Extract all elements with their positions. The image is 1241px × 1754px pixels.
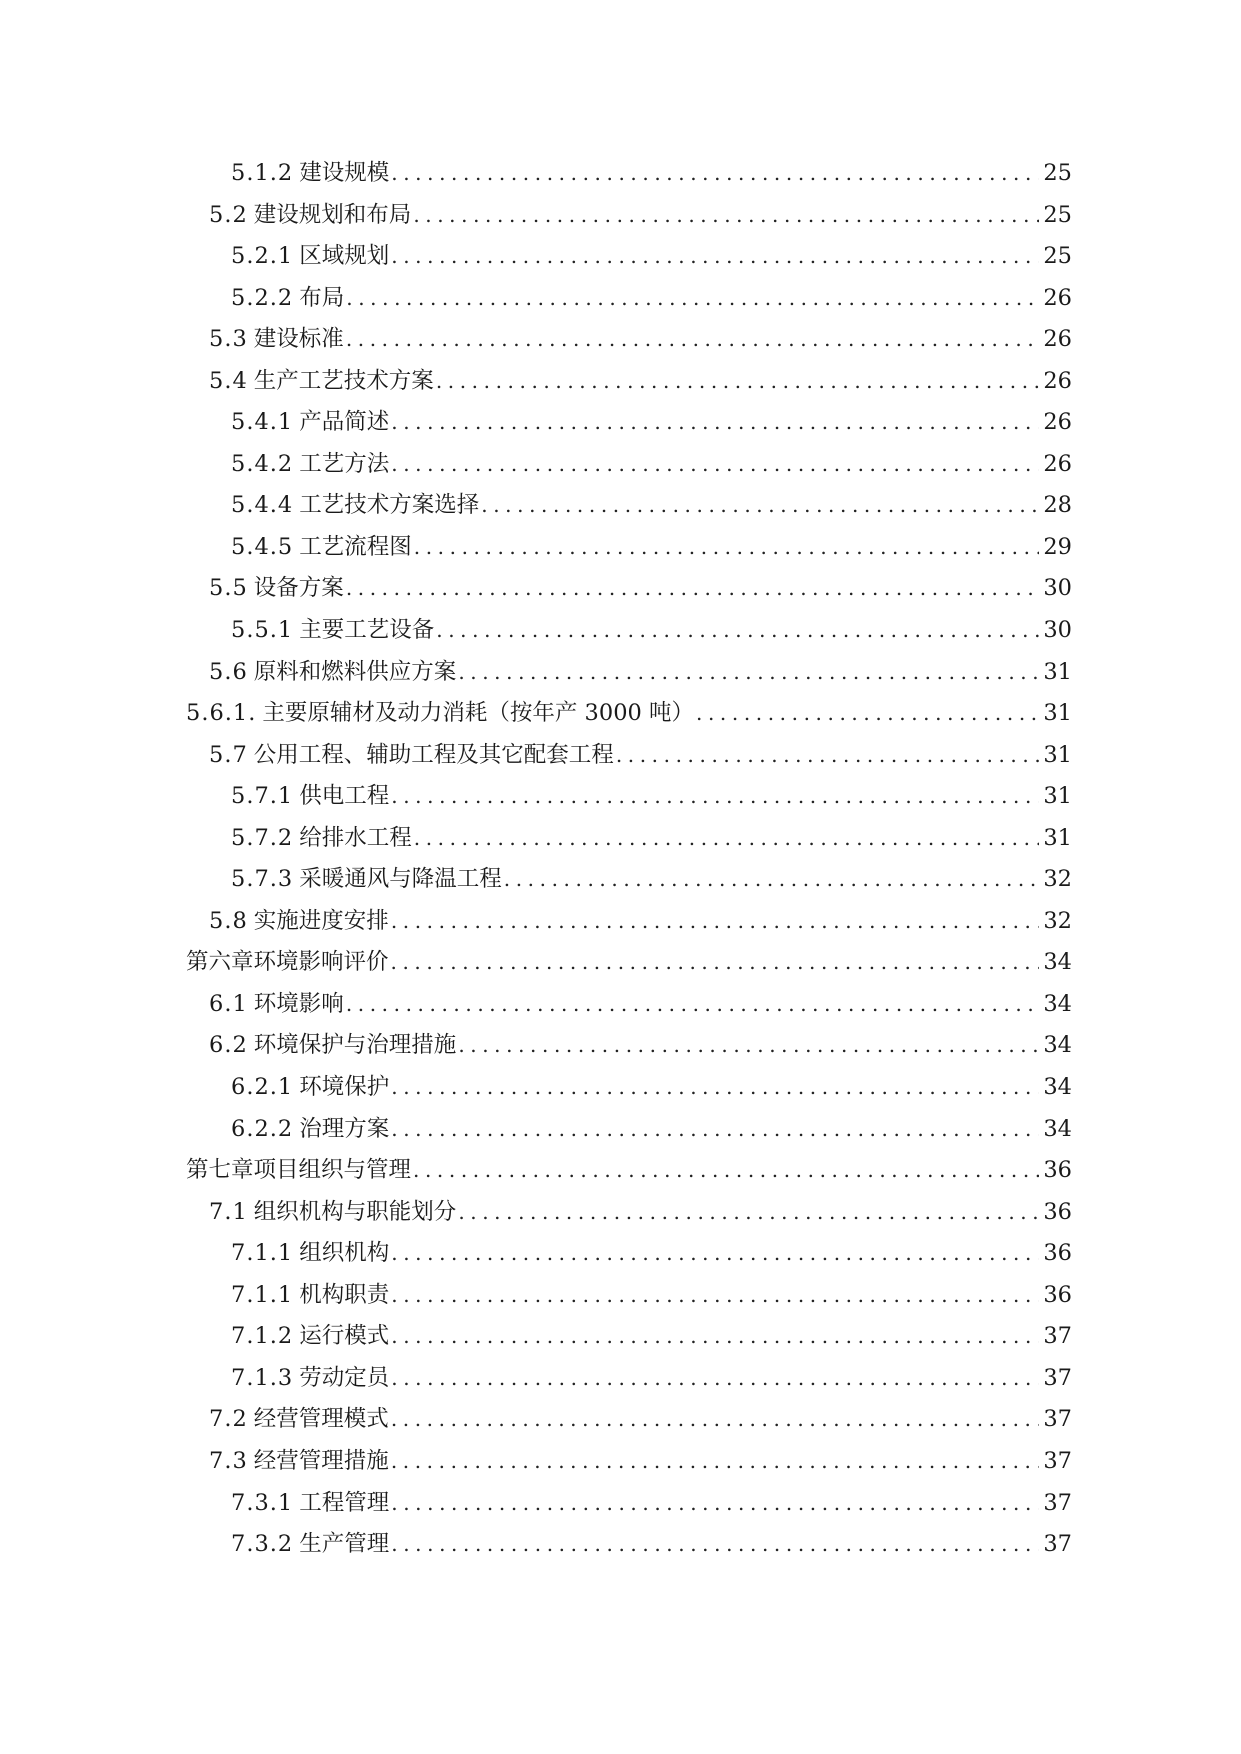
toc-entry-title: 生产工艺技术方案 [253,367,434,394]
toc-dot-leader [346,984,1040,1026]
toc-entry[interactable] [186,1025,1072,1067]
toc-entry[interactable] [186,1399,1072,1441]
toc-entry[interactable] [186,776,1072,818]
toc-entry-number: 7.3.2 [231,1531,294,1558]
toc-dot-leader [436,361,1040,403]
toc-entry-page-number: 34 [1043,990,1072,1017]
toc-entry-page-number: 30 [1043,617,1072,644]
toc-entry-number: 5.4.4 [231,492,294,519]
toc-entry[interactable] [186,859,1072,901]
toc-entry-number: 7.3.1 [231,1489,294,1516]
toc-entry-page-number: 34 [1043,1032,1072,1059]
toc-dot-leader [616,735,1040,777]
toc-entry-number: 7.1.2 [231,1323,294,1350]
toc-dot-leader [391,1358,1039,1400]
toc-entry-number: 5.1.2 [231,160,294,186]
toc-entry-title: 建设规模 [299,160,390,186]
toc-entry[interactable] [186,901,1072,943]
toc-entry[interactable] [186,361,1072,403]
toc-entry-title: 主要原辅材及动力消耗（按年产 3000 吨） [262,700,694,727]
toc-entry-title: 经营管理模式 [253,1406,389,1433]
toc-entry-number: 5.4.2 [231,450,294,477]
toc-entry-page-number: 36 [1043,1281,1072,1308]
toc-entry-number: 5.2.1 [231,243,294,270]
toc-entry-title: 环境影响 [253,990,344,1017]
toc-entry-page-number: 32 [1043,907,1072,934]
toc-entry-number: 5.7 [209,741,248,768]
toc-entry-title: 原料和燃料供应方案 [253,658,457,685]
toc-entry[interactable] [186,1233,1072,1275]
toc-dot-leader [414,527,1040,569]
toc-dot-leader [391,236,1039,278]
toc-entry-page-number: 25 [1043,201,1072,228]
toc-entry-title: 区域规划 [299,243,390,270]
toc-entry-page-number: 37 [1043,1489,1072,1516]
toc-entry-page-number: 32 [1043,866,1072,893]
toc-entry-title: 工程管理 [299,1489,390,1516]
toc-entry-title: 经营管理措施 [253,1447,389,1474]
toc-entry-number: 6.2.1 [231,1074,294,1101]
toc-entry-title: 第六章环境影响评价 [186,949,389,976]
toc-entry[interactable] [186,402,1072,444]
toc-entry-title: 设备方案 [253,575,344,602]
toc-entry-number: 5.4.1 [231,409,294,436]
toc-entry-title: 采暖通风与降温工程 [299,866,502,893]
toc-entry-page-number: 26 [1043,409,1072,436]
toc-entry-page-number: 29 [1043,533,1072,560]
toc-entry-page-number: 31 [1043,741,1072,768]
toc-entry[interactable] [186,818,1072,860]
toc-entry[interactable] [186,1109,1072,1151]
toc-dot-leader [391,1275,1039,1317]
toc-dot-leader [458,1025,1039,1067]
toc-entry[interactable] [186,1524,1072,1566]
toc-entry[interactable] [186,652,1072,694]
toc-entry-title: 公用工程、辅助工程及其它配套工程 [253,741,614,768]
toc-entry-number: 6.1 [209,990,248,1017]
toc-entry-number: 6.2.2 [231,1115,294,1142]
toc-entry[interactable] [186,1441,1072,1483]
toc-dot-leader [391,1316,1039,1358]
toc-entry-number: 5.4 [209,367,248,394]
toc-entry-page-number: 28 [1043,492,1072,519]
toc-entry[interactable] [186,568,1072,610]
toc-entry-page-number: 26 [1043,367,1072,394]
toc-entry-page-number: 26 [1043,326,1072,353]
toc-entry-title: 组织机构与职能划分 [253,1198,457,1225]
toc-dot-leader [391,1524,1039,1566]
toc-entry-title: 产品简述 [299,409,390,436]
toc-entry-page-number: 37 [1043,1364,1072,1391]
toc-entry[interactable] [186,693,1072,735]
toc-dot-leader [391,1483,1039,1525]
toc-dot-leader [346,568,1040,610]
toc-entry[interactable] [186,610,1072,652]
toc-entry-page-number: 26 [1043,450,1072,477]
toc-entry[interactable] [186,1067,1072,1109]
toc-entry[interactable] [186,1483,1072,1525]
toc-entry-number: 7.2 [209,1406,248,1433]
toc-entry-page-number: 26 [1043,284,1072,311]
toc-dot-leader [391,901,1040,943]
toc-entry-number: 5.8 [209,907,248,934]
toc-entry[interactable] [186,527,1072,569]
toc-entry[interactable] [186,195,1072,237]
toc-entry-number: 5.2.2 [231,284,294,311]
toc-entry-number: 5.3 [209,326,248,353]
toc-dot-leader [391,1233,1039,1275]
toc-entry-title: 实施进度安排 [253,907,389,934]
toc-entry[interactable] [186,735,1072,777]
toc-entry-page-number: 31 [1043,658,1072,685]
toc-entry-number: 6.2 [209,1032,248,1059]
toc-dot-leader [458,652,1039,694]
toc-entry[interactable] [186,1316,1072,1358]
toc-dot-leader [391,1399,1040,1441]
toc-entry[interactable] [186,485,1072,527]
toc-entry-title: 劳动定员 [299,1364,390,1391]
toc-entry-number: 5.5.1 [231,617,294,644]
toc-entry-page-number: 25 [1043,243,1072,270]
toc-dot-leader [346,319,1040,361]
toc-entry-number: 7.3 [209,1447,248,1474]
toc-entry-page-number: 37 [1043,1323,1072,1350]
toc-entry-title: 主要工艺设备 [299,617,435,644]
toc-dot-leader [391,942,1040,984]
toc-entry[interactable] [186,153,1072,195]
toc-entry-page-number: 34 [1043,949,1072,976]
toc-dot-leader [458,1192,1039,1234]
toc-entry-number: 7.1.1 [231,1281,294,1308]
toc-entry-number: 5.5 [209,575,248,602]
toc-entry-number: 5.7.2 [231,824,294,851]
toc-dot-leader [413,1150,1039,1192]
toc-entry-page-number: 34 [1043,1074,1072,1101]
toc-entry[interactable] [186,278,1072,320]
toc-entry-title: 工艺技术方案选择 [299,492,480,519]
toc-entry-page-number: 37 [1043,1447,1072,1474]
toc-list [186,153,1072,1566]
toc-entry-title: 工艺流程图 [299,533,412,560]
toc-dot-leader [391,1067,1039,1109]
toc-entry[interactable] [186,1192,1072,1234]
toc-entry-number: 5.2 [209,201,248,228]
toc-entry-number: 5.4.5 [231,533,294,560]
toc-entry-number: 5.6.1. [186,700,257,727]
toc-dot-leader [391,1109,1039,1151]
toc-entry[interactable] [186,984,1072,1026]
toc-entry-title: 工艺方法 [299,450,390,477]
toc-entry[interactable] [186,236,1072,278]
toc-entry-page-number: 37 [1043,1406,1072,1433]
toc-entry-number: 7.1.3 [231,1364,294,1391]
toc-dot-leader [391,402,1039,444]
toc-entry-page-number: 31 [1043,824,1072,851]
toc-entry-title: 给排水工程 [299,824,412,851]
toc-entry-number: 5.7.1 [231,783,294,810]
toc-entry-page-number: 31 [1043,700,1072,727]
toc-entry-title: 治理方案 [299,1115,390,1142]
toc-entry-title: 布局 [299,284,345,311]
toc-entry-page-number: 30 [1043,575,1072,602]
toc-dot-leader [696,693,1039,735]
toc-entry[interactable] [186,942,1072,984]
toc-entry[interactable] [186,1358,1072,1400]
toc-entry-title: 组织机构 [299,1240,390,1267]
toc-entry-number: 5.6 [209,658,248,685]
toc-entry[interactable] [186,319,1072,361]
toc-entry-number: 5.7.3 [231,866,294,893]
toc-entry-page-number: 36 [1043,1157,1072,1184]
toc-entry-title: 运行模式 [299,1323,390,1350]
toc-entry-number: 7.1.1 [231,1240,294,1267]
toc-entry[interactable] [186,1150,1072,1192]
toc-entry-page-number: 34 [1043,1115,1072,1142]
toc-entry-page-number: 31 [1043,783,1072,810]
toc-entry-page-number: 36 [1043,1240,1072,1267]
toc-dot-leader [414,818,1040,860]
table-of-contents [186,153,1072,1566]
toc-dot-leader [413,195,1039,237]
toc-entry-title: 供电工程 [299,783,390,810]
toc-dot-leader [391,776,1039,818]
toc-entry-title: 环境保护 [299,1074,390,1101]
toc-entry-title: 建设规划和布局 [253,201,412,228]
toc-entry-page-number: 37 [1043,1531,1072,1558]
toc-entry[interactable] [186,1275,1072,1317]
toc-entry-title: 机构职责 [299,1281,390,1308]
toc-dot-leader [504,859,1040,901]
toc-entry-number: 7.1 [209,1198,248,1225]
toc-dot-leader [436,610,1039,652]
toc-entry-title: 环境保护与治理措施 [253,1032,457,1059]
toc-entry-title: 第七章项目组织与管理 [186,1157,412,1184]
toc-entry[interactable] [186,444,1072,486]
toc-dot-leader [346,278,1039,320]
toc-dot-leader [391,444,1039,486]
toc-entry-title: 生产管理 [299,1531,390,1558]
toc-entry-title: 建设标准 [253,326,344,353]
toc-entry-page-number: 25 [1043,160,1072,186]
toc-entry-page-number: 36 [1043,1198,1072,1225]
toc-dot-leader [391,1441,1040,1483]
toc-dot-leader [481,485,1039,527]
toc-dot-leader [391,153,1039,195]
